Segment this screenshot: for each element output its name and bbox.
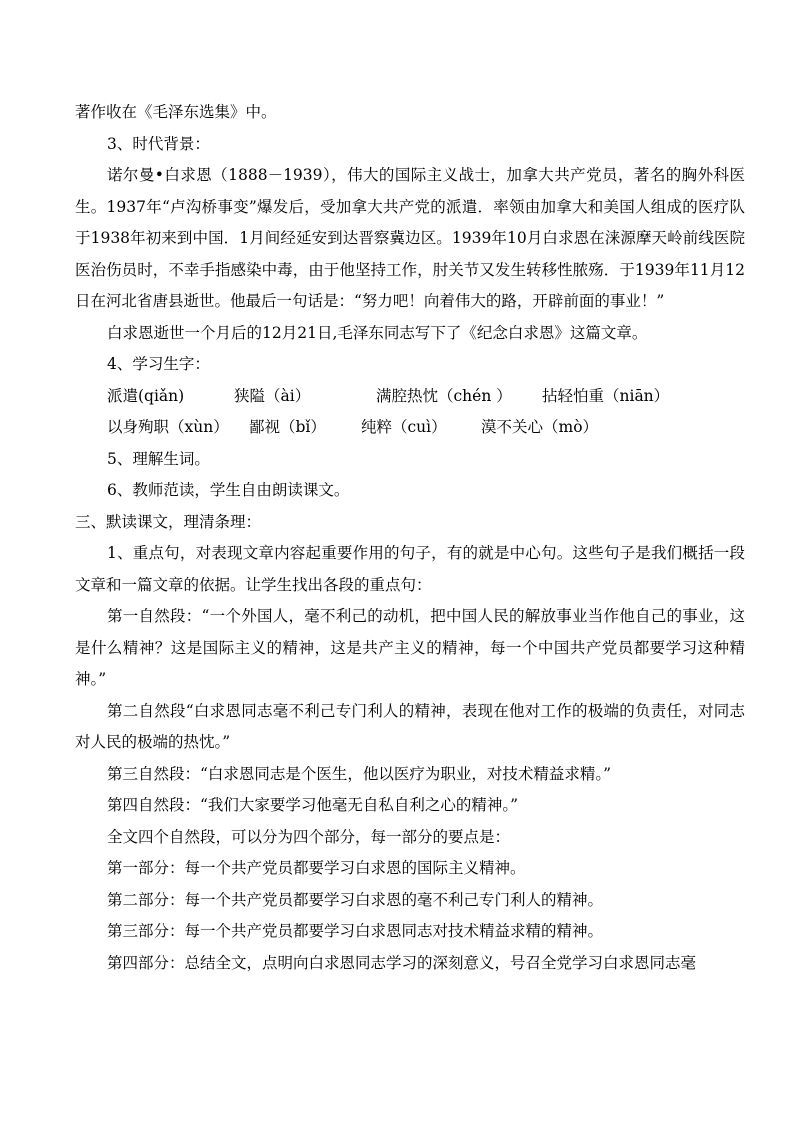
heading-vocabulary: 5、理解生词。 — [107, 449, 210, 468]
vocab-row-2 — [75, 412, 745, 444]
section-heading-3: 三、默读课文，理清条理： — [75, 512, 262, 531]
vocab-item: 派遣(qiǎn) — [107, 386, 185, 405]
heading-reading: 6、教师范读，学生自由朗读课文。 — [107, 481, 350, 499]
part-2-line: 第二部分：每一个共产党员都要学习白求恩的毫不利己专门利人的精神。 — [107, 890, 604, 909]
paragraph-section-2: 第二自然段“白求恩同志毫不利己专门利人的精神，表现在他对工作的极端的负责任，对同志对人民的极端的热忱。” — [75, 701, 745, 751]
vocab-item: 以身殉职（xùn） — [107, 418, 229, 436]
vocab-item: 满腔热忱（chén ） — [376, 386, 512, 405]
summary-line: 全文四个自然段，可以分为四个部分，每一部分的要点是： — [107, 827, 511, 846]
part-4-line: 第四部分：总结全文，点明向白求恩同志学习的深刻意义，号召全党学习白求恩同志毫 — [107, 953, 697, 972]
part-3-line: 第三部分：每一个共产党员都要学习白求恩同志对技术精益求精的精神。 — [107, 922, 604, 940]
document-page — [75, 97, 745, 979]
vocab-item: 狭隘（ài） — [234, 386, 311, 405]
heading-new-characters: 4、学习生字： — [107, 355, 210, 373]
vocab-item: 鄙视（bǐ） — [249, 418, 326, 436]
vocab-item: 拈轻怕重（niān） — [542, 386, 670, 405]
vocab-row-1 — [75, 381, 745, 413]
part-1-line: 第一部分：每一个共产党员都要学习白求恩的国际主义精神。 — [107, 859, 526, 877]
vocab-item: 漠不关心（mò） — [481, 418, 599, 436]
paragraph-key-sentences: 1、重点句，对表现文章内容起重要作用的句子，有的就是中心句。这些句子是我们概括一段文章和一篇文章的依据。让学生找出各段的重点句： — [75, 544, 745, 594]
paragraph-article-origin: 白求恩逝世一个月后的12月21日,毛泽东同志写下了《纪念白求恩》这篇文章。 — [107, 323, 648, 342]
paragraph-background: 诺尔曼•白求恩（1888－1939），伟大的国际主义战士，加拿大共产党员，著名的胸外科医生。1937年“卢沟桥事变”爆发后，受加拿大共产党的派遣．率领由加拿大和美国人组成的医疗队于1938年初来到中国．1月间经延安到达晋察冀边区。1939年10月白求恩在涞源摩天岭前线医院医治伤员时，不幸手指感染中毒，由于他坚持工作，肘关节又发生转移性脓殇．于1939年11月12日在河北省唐县逝世。他最后一句话是：“努力吧！向着伟大的路，开辟前面的事业！” — [75, 166, 745, 310]
paragraph-section-3: 第三自然段：“白求恩同志是个医生，他以医疗为职业，对技术精益求精。” — [107, 764, 612, 783]
text-line: 著作收在《毛泽东选集》中。 — [75, 103, 277, 121]
vocab-item: 纯粹（cuì） — [361, 418, 447, 436]
paragraph-section-1: 第一自然段：“一个外国人，毫不利己的动机，把中国人民的解放事业当作他自己的事业，这是什么精神？这是国际主义的精神，这是共产主义的精神，每一个中国共产党员都要学习这种精神。” — [75, 607, 745, 688]
paragraph-section-4: 第四自然段：“我们大家要学习他毫无自私自利之心的精神。” — [107, 796, 519, 814]
heading-time-background: 3、时代背景： — [107, 134, 210, 153]
